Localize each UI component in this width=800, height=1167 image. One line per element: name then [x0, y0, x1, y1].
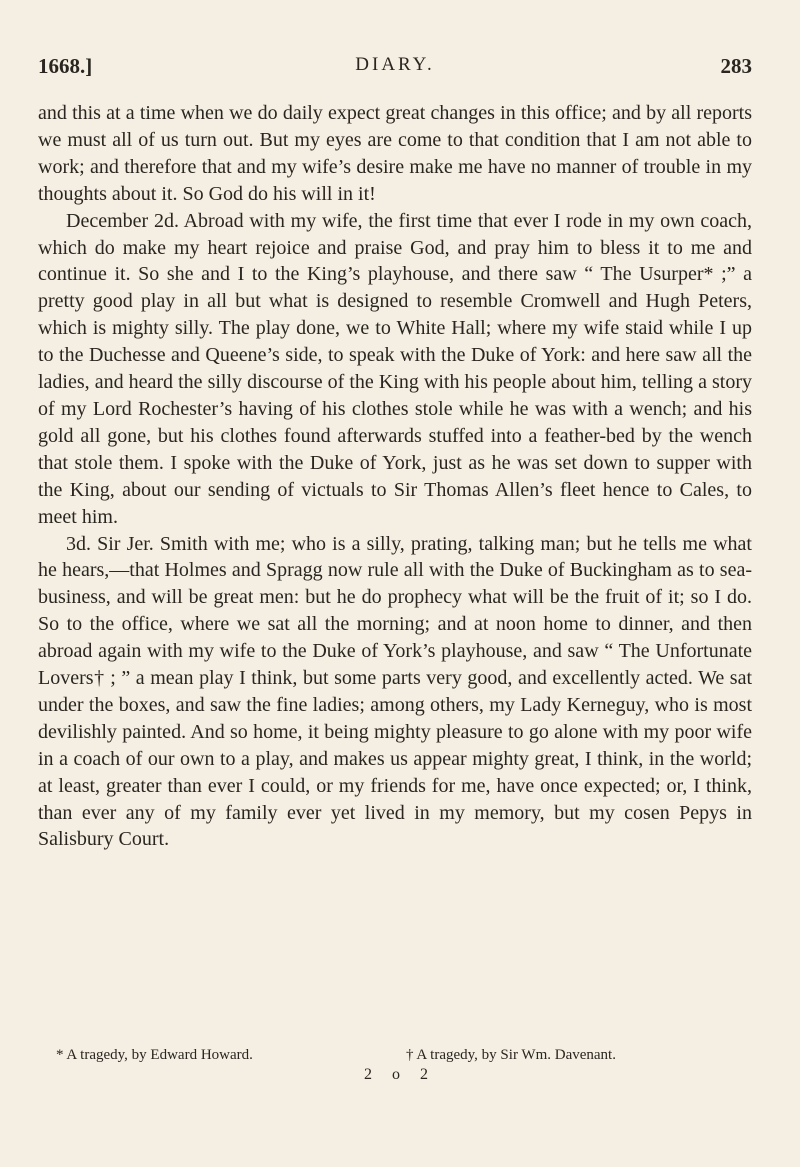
body-text — [38, 100, 752, 853]
footnote-usurper: * A tragedy, by Edward Howard. — [56, 1047, 253, 1063]
paragraph-1: and this at a time when we do daily expect great changes in this office; and by all reports we must all of us turn out. But my eyes are come to that condition that I am not able to work; and therefore that and my wife’s desire make me have no manner of trouble in my thoughts about it. So God do his will in it! — [38, 102, 752, 205]
header-title: DIARY. — [355, 54, 435, 75]
footnote-unfortunate-lovers: † A tragedy, by Sir Wm. Davenant. — [406, 1047, 616, 1063]
running-header — [38, 54, 752, 84]
signature-mark: 2 o 2 — [364, 1066, 436, 1083]
page-number: 283 — [720, 54, 752, 78]
paragraph-3: 3d. Sir Jer. Smith with me; who is a silly, prating, talking man; but he tells me what he hears,—that Holmes and Spragg now rule all with the Duke of Buckingham as to sea-business, and will be great men: but he do prophecy what will be the fruit of it; so I do. So to the office, where we sat all the morning; and at noon home to dinner, and then abroad again with my wife to the Duke of York’s playhouse, and saw “ The Unfortunate Lovers† ; ” a mean play I think, but some parts very good, and excellently acted. We sat under the boxes, and saw the fine ladies; among others, my Lady Kerneguy, who is most devilishly painted. And so home, it being mighty pleasure to go alone with my poor wife in a coach of our own to a play, and makes us appear mighty great, I think, in the world; at least, greater than ever I could, or my friends for me, have once expected; or, I think, than ever any of my family ever yet lived in my memory, but my cosen Pepys in Salisbury Court. — [38, 532, 752, 851]
paragraph-2: December 2d. Abroad with my wife, the first time that ever I rode in my own coach, which do make my heart rejoice and praise God, and pray him to bless it to me and continue it. So she and I to the King’s playhouse, and there saw “ The Usurper* ;” a pretty good play in all but what is designed to resemble Cromwell and Hugh Peters, which is mighty silly. The play done, we to White Hall; where my wife staid while I up to the Duchesse and Queene’s side, to speak with the Duke of York: and here saw all the ladies, and heard the silly discourse of the King with his people about him, telling a story of my Lord Rochester’s having of his clothes stole while he was with a wench; and his gold all gone, but his clothes found afterwards stuffed into a feather-bed by the wench that stole them. I spoke with the Duke of York, just as he was set down to supper with the King, about our sending of victuals to Sir Thomas Allen’s fleet hence to Cales, to meet him. — [38, 209, 752, 528]
header-year: 1668.] — [38, 54, 93, 78]
